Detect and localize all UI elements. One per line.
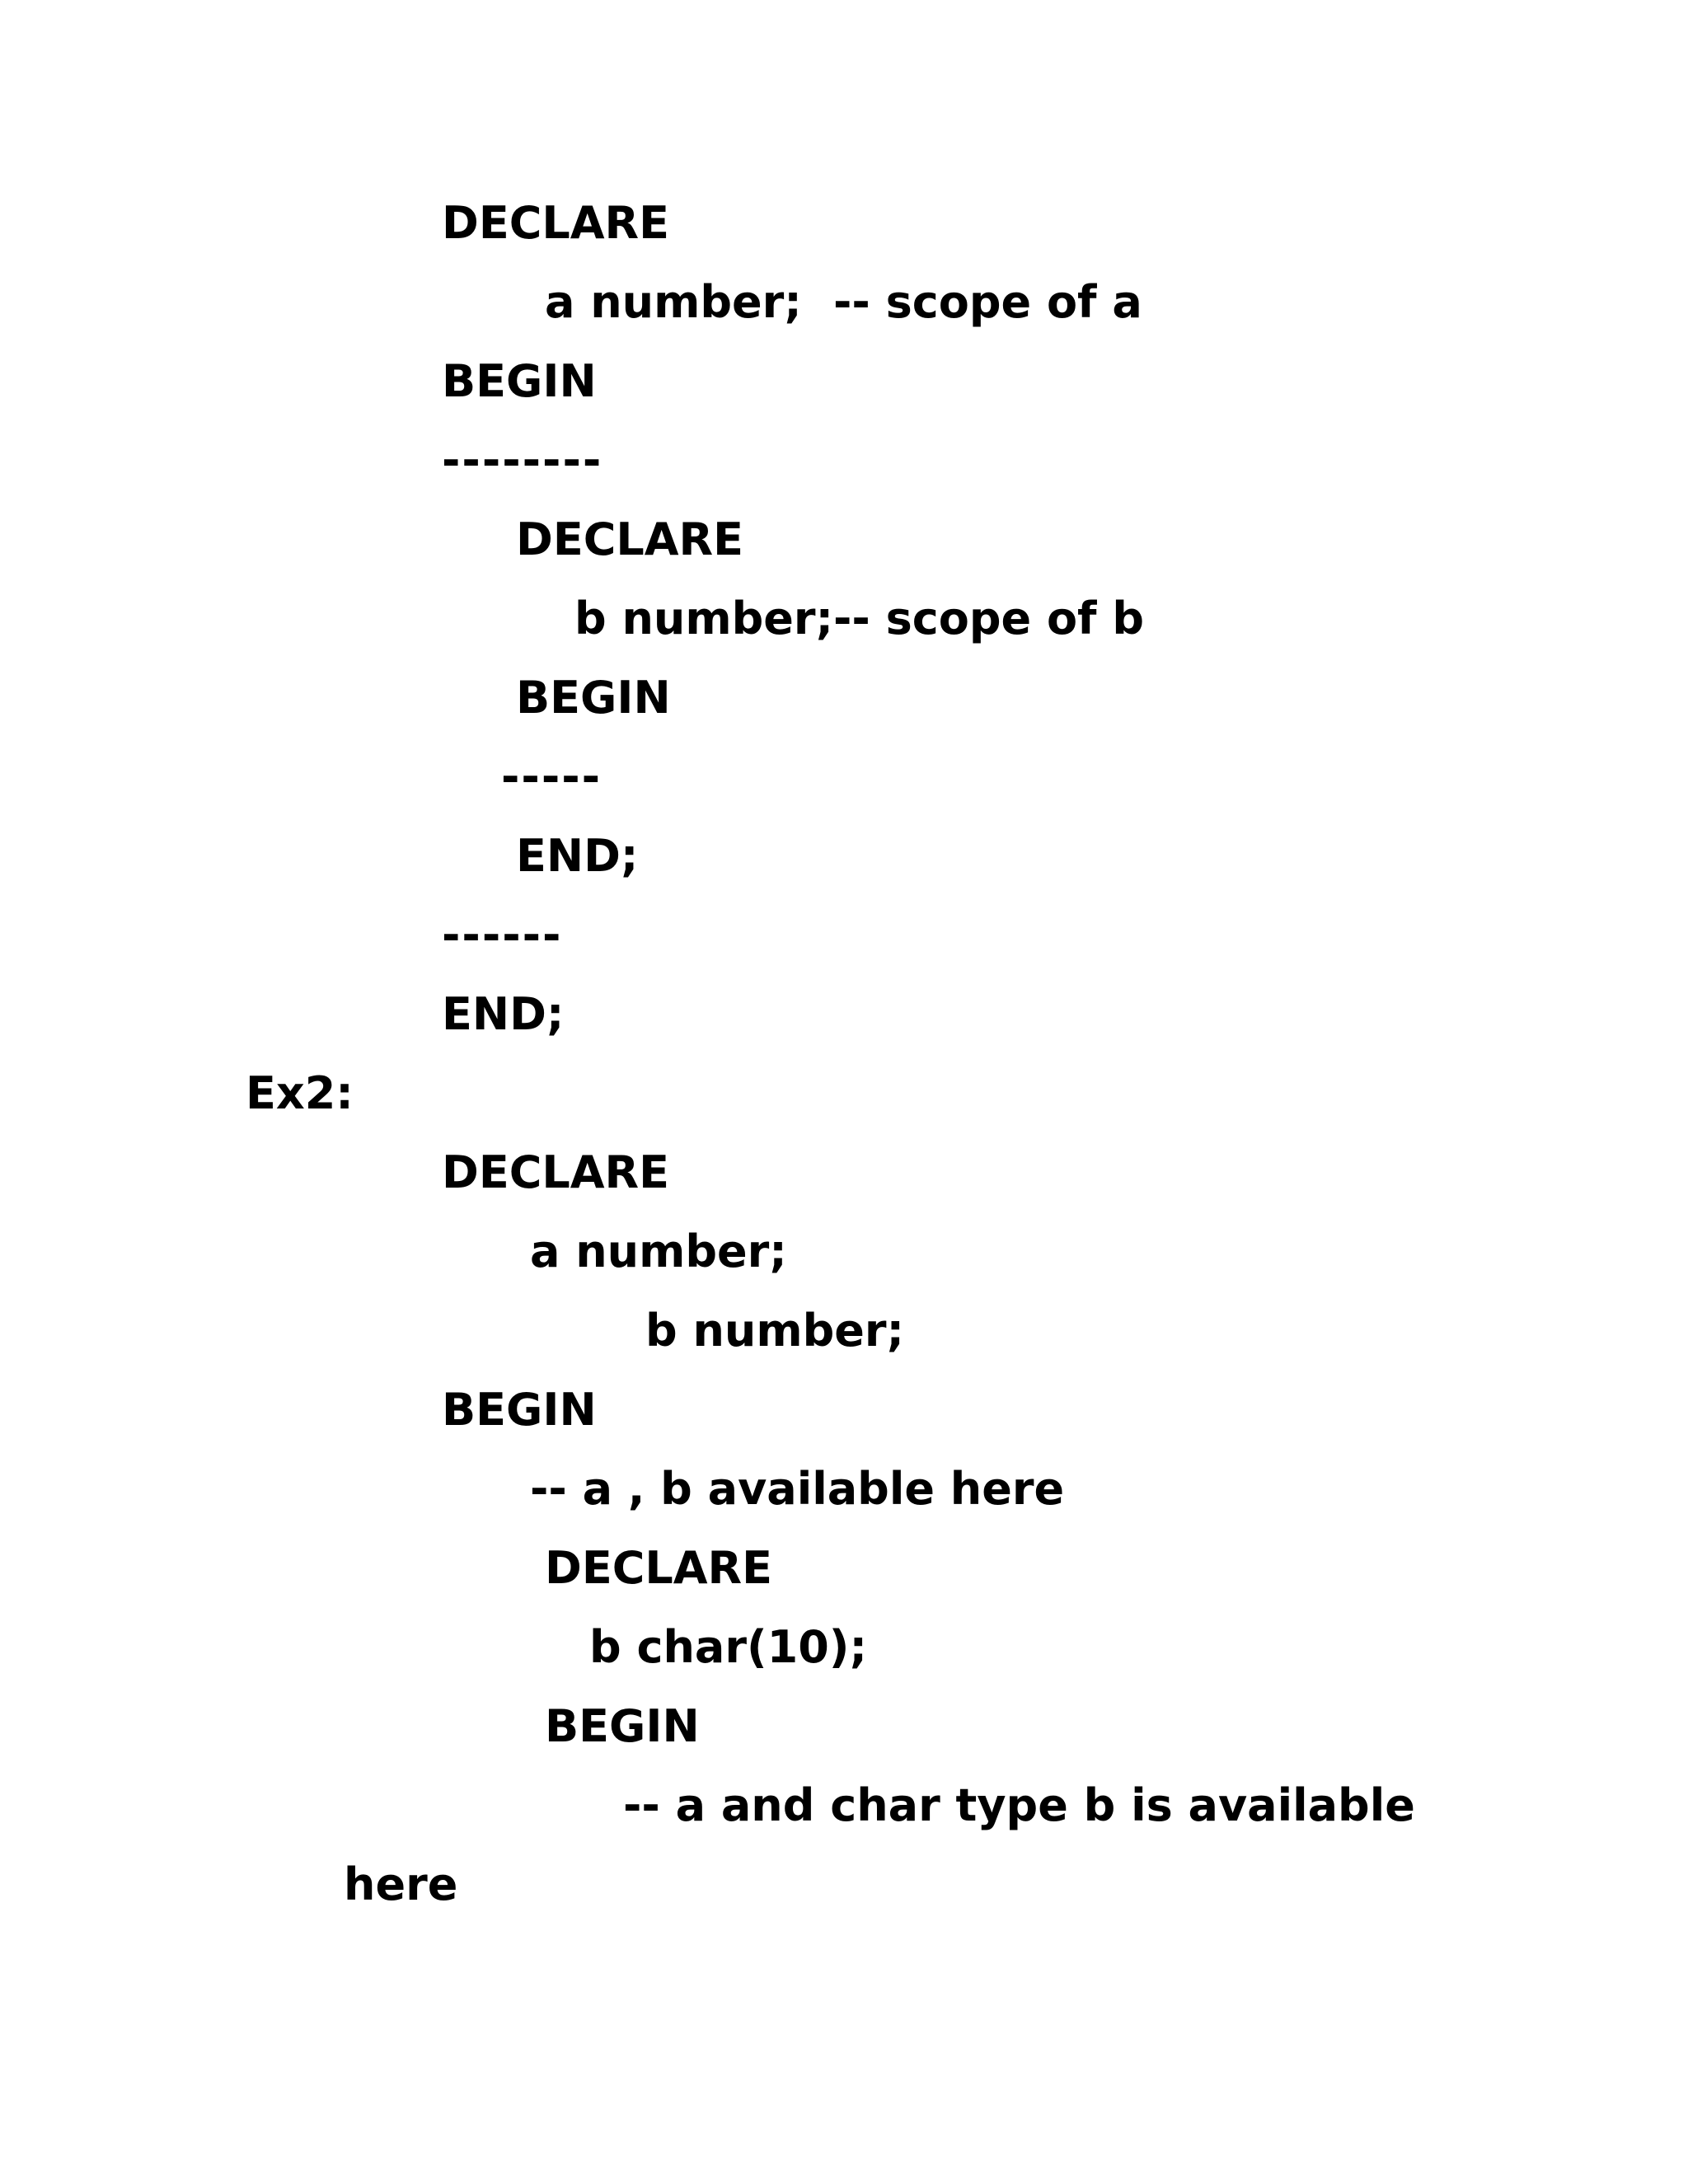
ex2-inner-declare: DECLARE (545, 1542, 773, 1594)
ex1-inner-begin: BEGIN (516, 672, 671, 724)
ex1-a-decl: a number; (545, 276, 802, 328)
ex2-b-decl: b number; (645, 1305, 905, 1357)
ex2-begin: BEGIN (442, 1384, 597, 1436)
ex2-a-decl: a number; (530, 1226, 787, 1277)
ex1-inner-declare: DECLARE (516, 513, 744, 565)
ex1-declare: DECLARE (442, 197, 670, 249)
ex1-dashes-1: -------- (442, 434, 603, 486)
ex2-comment-wrap: here (344, 1858, 458, 1910)
ex1-begin: BEGIN (442, 355, 597, 407)
ex2-heading: Ex2: (246, 1067, 354, 1119)
ex2-declare: DECLARE (442, 1146, 670, 1198)
ex2-ab-comment: -- a , b available here (530, 1463, 1065, 1515)
ex1-inner-end: END; (516, 830, 639, 882)
ex1-end: END; (442, 988, 565, 1040)
ex2-char-comment: -- a and char type b is available (623, 1779, 1415, 1831)
ex2-inner-begin: BEGIN (545, 1700, 700, 1752)
ex1-dashes-3: ------ (442, 909, 563, 961)
ex2-b-char-decl: b char(10); (589, 1621, 868, 1673)
ex1-dashes-2: ----- (501, 751, 603, 803)
ex1-a-scope-comment: -- scope of a (833, 276, 1142, 328)
ex1-b-scope-comment: -- scope of b (833, 593, 1144, 644)
ex1-b-decl: b number; (574, 593, 834, 644)
